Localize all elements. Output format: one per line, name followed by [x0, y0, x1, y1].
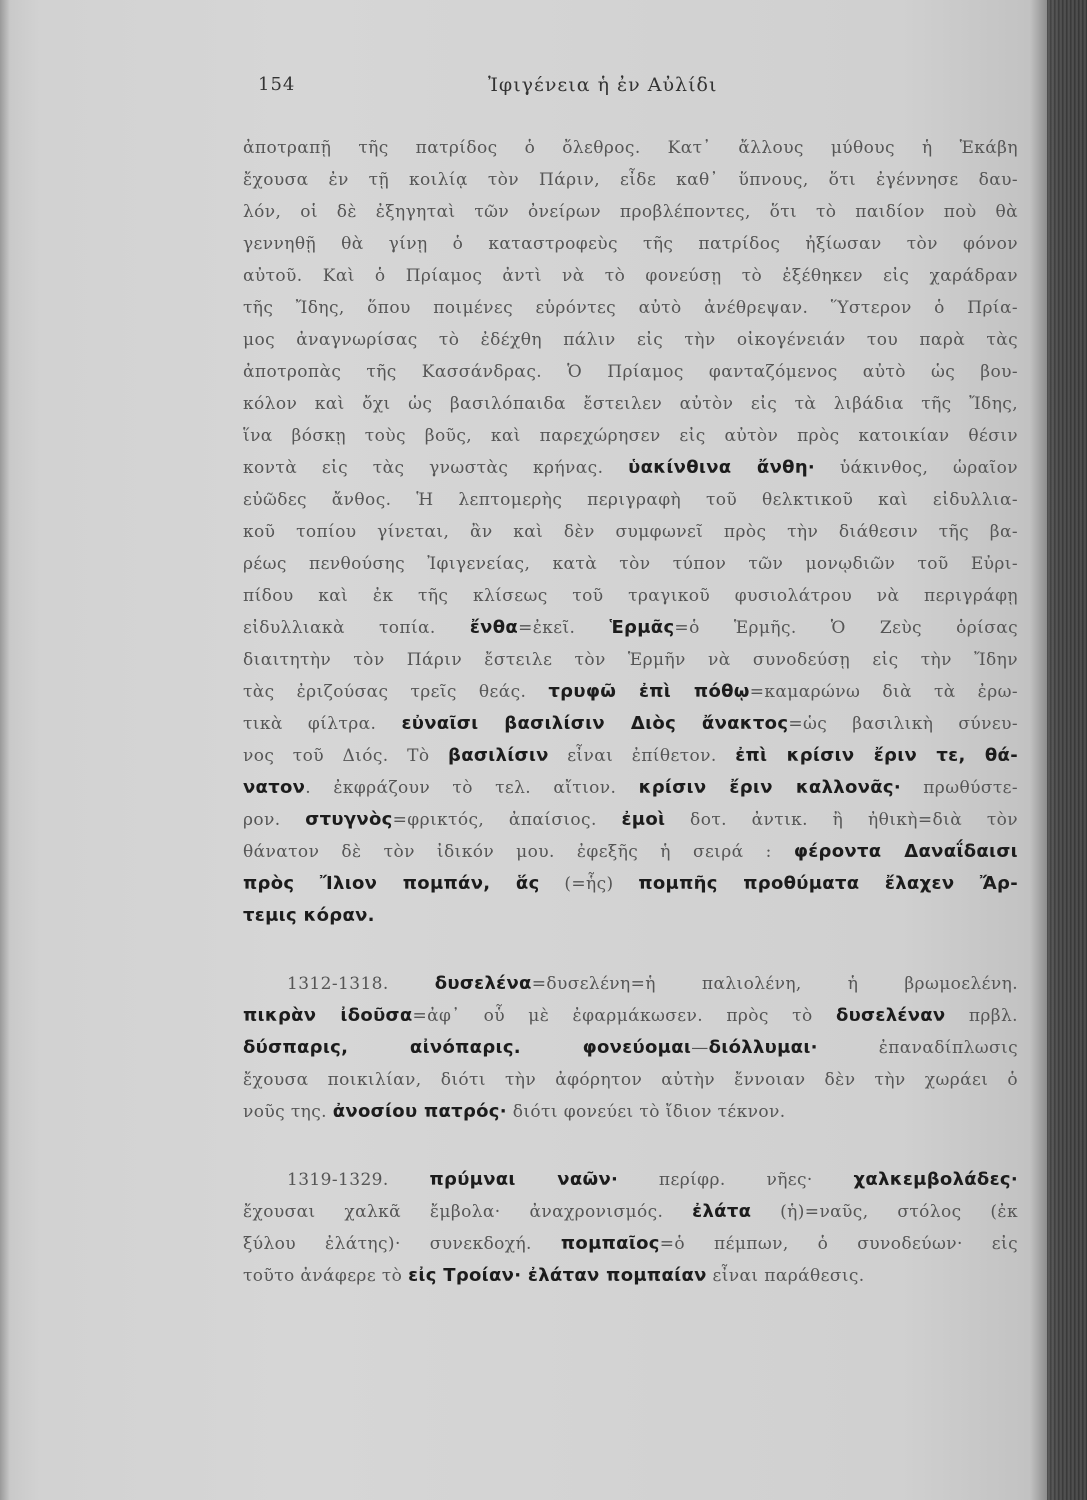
lemma-term: εἰς Τροίαν· ἐλάταν πομπαίαν: [408, 1265, 707, 1286]
lemma-term: πομπῆς προθύματα ἔλαχεν Ἄρ-: [638, 873, 1019, 894]
lemma-term: εὐναῖσι βασιλίσιν Διὸς ἄνακτος: [401, 713, 789, 734]
paragraph-gap: [243, 1128, 1018, 1164]
paragraph: [243, 968, 1018, 1128]
text-line: [243, 1164, 1018, 1196]
text-line: [243, 324, 1018, 356]
lemma-term: Ἑρμᾶς: [609, 617, 675, 638]
line-segment: ἵνα βόσκῃ τοὺς βοῦς, καὶ παρεχώρησεν εἰς αὐτὸν πρὸς κατοικίαν θέσιν: [243, 426, 1018, 446]
line-segment: =ἐκεῖ.: [518, 618, 610, 638]
lemma-term: βασιλίσιν: [448, 745, 549, 766]
text-line: [243, 292, 1018, 324]
text-line: [243, 420, 1018, 452]
commentary-body: [243, 132, 1018, 1292]
line-segment: =ὁ πέμπων, ὁ συνοδεύων· εἰς: [659, 1234, 1018, 1254]
line-segment: τικὰ φίλτρα.: [243, 714, 402, 734]
line-segment: =δυσελένη=ἡ παλιολένη, ἡ βρωμοελένη.: [531, 974, 1018, 994]
line-segment: ξύλου ἐλάτης)· συνεκδοχή.: [243, 1234, 561, 1254]
text-line: [243, 1064, 1018, 1096]
paragraph: [243, 132, 1018, 932]
lemma-term: δυσελένα: [434, 973, 532, 994]
line-segment: ρέως πενθούσης Ἰφιγενείας, κατὰ τὸν τύπον τῶν μονῳδιῶν τοῦ Εὐρι-: [243, 554, 1018, 574]
text-line: [243, 1096, 1018, 1128]
lemma-term: δυσελέναν: [835, 1005, 946, 1026]
text-line: [243, 708, 1018, 740]
book-page-edge: [1047, 0, 1087, 1500]
lemma-term: πομπαῖος: [560, 1233, 660, 1254]
line-segment: εἰδυλλιακὰ τοπία.: [243, 618, 470, 638]
line-segment: δοτ. ἀντικ. ἢ ἠθικὴ=διὰ τὸν: [665, 810, 1018, 830]
line-segment: νοῦς της.: [243, 1102, 333, 1122]
line-segment: =καμαρώνω διὰ τὰ ἐρω-: [749, 682, 1018, 702]
line-segment: ὑάκινθος, ὡραῖον: [815, 458, 1018, 478]
lemma-term: ἐμοὶ: [621, 809, 666, 830]
line-segment: 1319-1329.: [287, 1170, 430, 1190]
line-segment: γεννηθῇ θὰ γίνῃ ὁ καταστροφεὺς τῆς πατρίδος ἠξίωσαν τὸν φόνον: [243, 234, 1018, 254]
line-segment: ἀποτραπῇ τῆς πατρίδος ὁ ὄλεθρος. Κατ᾽ ἄλλους μύθους ἡ Ἑκάβη: [243, 138, 1018, 158]
paragraph: [243, 1164, 1018, 1292]
line-segment: =ἀφ᾽ οὗ μὲ ἐφαρμάκωσεν. πρὸς τὸ: [412, 1006, 836, 1026]
line-segment: μος ἀναγνωρίσας τὸ ἐδέχθη πάλιν εἰς τὴν οἰκογένειάν του παρὰ τὰς: [243, 330, 1018, 350]
text-line: [243, 612, 1018, 644]
lemma-term: στυγνὸς: [305, 809, 393, 830]
line-segment: =φρικτός, ἀπαίσιος.: [392, 810, 622, 830]
lemma-term: ὑακίνθινα ἄνθη·: [628, 457, 816, 478]
text-line: [243, 804, 1018, 836]
line-segment: ρον.: [243, 810, 306, 830]
page-header: [258, 74, 1008, 104]
text-line: [243, 388, 1018, 420]
text-line: [243, 196, 1018, 228]
text-line: [243, 1228, 1018, 1260]
line-segment: κόλον καὶ ὄχι ὡς βασιλόπαιδα ἔστειλεν αὐτὸν εἰς τὰ λιβάδια τῆς Ἴδης,: [243, 394, 1018, 414]
lemma-term: τεμις κόραν.: [243, 905, 375, 926]
lemma-term: πρύμναι ναῶν·: [429, 1169, 619, 1190]
line-segment: πρωθύστε-: [900, 778, 1018, 798]
text-line: [243, 164, 1018, 196]
line-segment: πρβλ.: [945, 1006, 1018, 1026]
lemma-term: ἐλάτα: [692, 1201, 752, 1222]
page-number: 154: [258, 74, 296, 95]
lemma-term: διόλλυμαι·: [708, 1037, 818, 1058]
text-line: [243, 356, 1018, 388]
lemma-term: δύσπαρις, αἰνόπαρις. φονεύομαι: [243, 1037, 692, 1058]
text-line: [243, 900, 1018, 932]
text-line: [243, 868, 1018, 900]
line-segment: ἐπαναδίπλωσις: [817, 1038, 1018, 1058]
text-line: [243, 676, 1018, 708]
line-segment: αὐτοῦ. Καὶ ὁ Πρίαμος ἀντὶ νὰ τὸ φονεύσῃ τὸ ἐξέθηκεν εἰς χαράδραν: [243, 266, 1018, 286]
line-segment: . ἐκφράζουν τὸ τελ. αἴτιον.: [305, 778, 639, 798]
text-line: [243, 1260, 1018, 1292]
line-segment: ἔχουσα ποικιλίαν, διότι τὴν ἀφόρητον αὐτὴν ἔννοιαν δὲν τὴν χωράει ὁ: [243, 1070, 1018, 1090]
lemma-term: ἀνοσίου πατρός·: [332, 1101, 507, 1122]
line-segment: ἔχουσαι χαλκᾶ ἔμβολα· ἀναχρονισμός.: [243, 1202, 693, 1222]
text-line: [243, 772, 1018, 804]
lemma-term: τρυφῶ ἐπὶ πόθῳ: [548, 681, 750, 702]
lemma-term: πρὸς Ἴλιον πομπάν, ἅς: [243, 873, 540, 894]
line-segment: διότι φονεύει τὸ ἴδιον τέκνον.: [506, 1102, 786, 1122]
paragraph-gap: [243, 932, 1018, 968]
line-segment: διαιτητὴν τὸν Πάριν ἔστειλε τὸν Ἑρμῆν νὰ συνοδεύσῃ εἰς τὴν Ἴδην: [243, 650, 1018, 670]
line-segment: κοντὰ εἰς τὰς γνωστὰς κρήνας.: [243, 458, 629, 478]
line-segment: (=ἧς): [539, 874, 639, 894]
line-segment: περίφρ. νῆες·: [618, 1170, 854, 1190]
line-segment: (ἡ)=ναῦς, στόλος (ἐκ: [751, 1202, 1018, 1222]
text-line: [243, 1196, 1018, 1228]
text-line: [243, 1032, 1018, 1064]
lemma-term: ἔνθα: [469, 617, 519, 638]
line-segment: πίδου καὶ ἐκ τῆς κλίσεως τοῦ τραγικοῦ φυσιολάτρου νὰ περιγράφῃ: [243, 586, 1018, 606]
lemma-term: πικρὰν ἰδοῦσα: [243, 1005, 413, 1026]
text-line: [243, 260, 1018, 292]
text-line: [243, 516, 1018, 548]
text-line: [243, 452, 1018, 484]
text-line: [243, 836, 1018, 868]
line-segment: λόν, οἱ δὲ ἐξηγηταὶ τῶν ὀνείρων προβλέποντες, ὅτι τὸ παιδίον ποὺ θὰ: [243, 202, 1018, 222]
text-line: [243, 968, 1018, 1000]
line-segment: ἔχουσα ἐν τῇ κοιλίᾳ τὸν Πάριν, εἶδε καθ᾽ ὕπνους, ὅτι ἐγέννησε δαυ-: [243, 170, 1018, 190]
text-line: [243, 132, 1018, 164]
line-segment: —: [691, 1038, 709, 1058]
line-segment: κοῦ τοπίου γίνεται, ἂν καὶ δὲν συμφωνεῖ πρὸς τὴν διάθεσιν τῆς βα-: [243, 522, 1018, 542]
line-segment: τοῦτο ἀνάφερε τὸ: [243, 1266, 409, 1286]
text-line: [243, 644, 1018, 676]
lemma-term: νατον: [243, 777, 306, 798]
line-segment: τὰς ἐριζούσας τρεῖς θεάς.: [243, 682, 549, 702]
line-segment: νος τοῦ Διός. Τὸ: [243, 746, 449, 766]
lemma-term: ἐπὶ κρίσιν ἔριν τε, θά-: [735, 745, 1018, 766]
text-line: [243, 228, 1018, 260]
text-line: [243, 740, 1018, 772]
line-segment: τῆς Ἴδης, ὅπου ποιμένες εὑρόντες αὐτὸ ἀνέθρεψαν. Ὕστερον ὁ Πρία-: [243, 298, 1018, 318]
lemma-term: φέροντα Δαναΐδαισι: [793, 841, 1018, 862]
line-segment: εὐῶδες ἄνθος. Ἡ λεπτομερὴς περιγραφὴ τοῦ θελκτικοῦ καὶ εἰδυλλια-: [243, 490, 1018, 510]
text-line: [243, 484, 1018, 516]
line-segment: =ὁ Ἑρμῆς. Ὁ Ζεὺς ὁρίσας: [674, 618, 1018, 638]
line-segment: εἶναι ἐπίθετον.: [548, 746, 736, 766]
lemma-term: χαλκεμβολάδες·: [853, 1169, 1019, 1190]
text-line: [243, 580, 1018, 612]
text-line: [243, 1000, 1018, 1032]
line-segment: εἶναι παράθεσις.: [706, 1266, 865, 1286]
running-title: Ἰφιγένεια ἡ ἐν Αὐλίδι: [488, 74, 718, 96]
line-segment: θάνατον δὲ τὸν ἰδικόν μου. ἐφεξῆς ἡ σειρά :: [243, 842, 794, 862]
line-segment: ἀποτροπὰς τῆς Κασσάνδρας. Ὁ Πρίαμος φανταζόμενος αὐτὸ ὡς βου-: [243, 362, 1018, 382]
line-segment: =ὡς βασιλικὴ σύνευ-: [788, 714, 1018, 734]
text-line: [243, 548, 1018, 580]
lemma-term: κρίσιν ἔριν καλλονᾶς·: [638, 777, 901, 798]
line-segment: 1312-1318.: [287, 974, 435, 994]
